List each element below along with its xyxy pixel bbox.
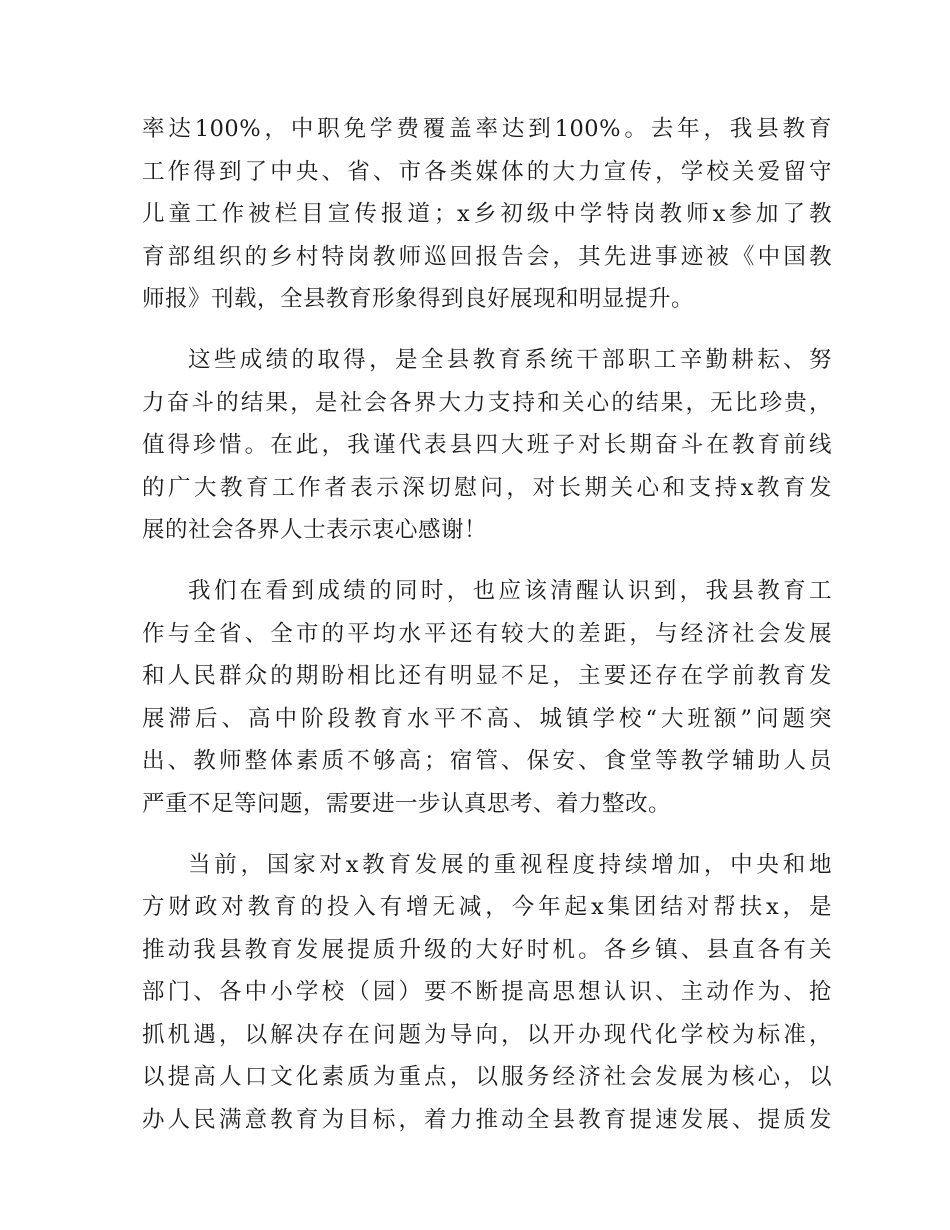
text-line: 以提高人口文化素质为重点，以服务经济社会发展为核心，以 <box>142 1064 832 1091</box>
paragraph-2 <box>142 339 832 552</box>
text-line: 抓机遇，以解决存在问题为导向，以开办现代化学校为标准， <box>142 1021 832 1048</box>
paragraph-3 <box>142 570 832 826</box>
text-line: 率达100%，中职免学费覆盖率达到100%。去年，我县教育 <box>142 116 832 142</box>
text-line: 这些成绩的取得，是全县教育系统干部职工辛勤耕耘、努 <box>188 346 832 373</box>
text-line: 作与全省、全市的平均水平还有较大的差距，与经济社会发展 <box>142 620 832 647</box>
text-line: 方财政对教育的投入有增无减，今年起x集团结对帮扶x，是 <box>142 894 832 921</box>
text-line: 值得珍惜。在此，我谨代表县四大班子对长期奋斗在教育前线 <box>142 432 832 459</box>
text-line: 的广大教育工作者表示深切慰问，对长期关心和支持x教育发 <box>142 474 832 501</box>
text-line: 工作得到了中央、省、市各类媒体的大力宣传，学校关爱留守 <box>142 158 832 185</box>
paragraph-1 <box>142 108 832 321</box>
text-line: 和人民群众的期盼相比还有明显不足，主要还存在学前教育发 <box>142 663 832 690</box>
text-line: 展的社会各界人士表示衷心感谢！ <box>142 517 488 544</box>
paragraph-4 <box>142 844 832 1142</box>
text-line: 出、教师整体素质不够高；宿管、保安、食堂等教学辅助人员 <box>142 748 832 775</box>
text-line: 展滞后、高中阶段教育水平不高、城镇学校“大班额”问题突 <box>142 705 832 732</box>
text-line: 当前，国家对x教育发展的重视程度持续增加，中央和地 <box>188 851 832 878</box>
text-line: 师报》刊载，全县教育形象得到良好展现和明显提升。 <box>142 286 695 313</box>
text-line: 力奋斗的结果，是社会各界大力支持和关心的结果，无比珍贵， <box>142 389 832 416</box>
text-line: 儿童工作被栏目宣传报道；x乡初级中学特岗教师x参加了教 <box>142 201 832 228</box>
text-line: 推动我县教育发展提质升级的大好时机。各乡镇、县直各有关 <box>142 936 832 963</box>
text-line: 办人民满意教育为目标，着力推动全县教育提速发展、提质发 <box>142 1107 832 1134</box>
text-line: 育部组织的乡村特岗教师巡回报告会，其先进事迹被《中国教 <box>142 243 832 270</box>
text-line: 我们在看到成绩的同时，也应该清醒认识到，我县教育工 <box>188 577 832 604</box>
text-line: 部门、各中小学校（园）要不断提高思想认识、主动作为、抢 <box>142 979 832 1006</box>
text-line: 严重不足等问题，需要进一步认真思考、着力整改。 <box>142 790 672 817</box>
document-body <box>142 108 832 1142</box>
